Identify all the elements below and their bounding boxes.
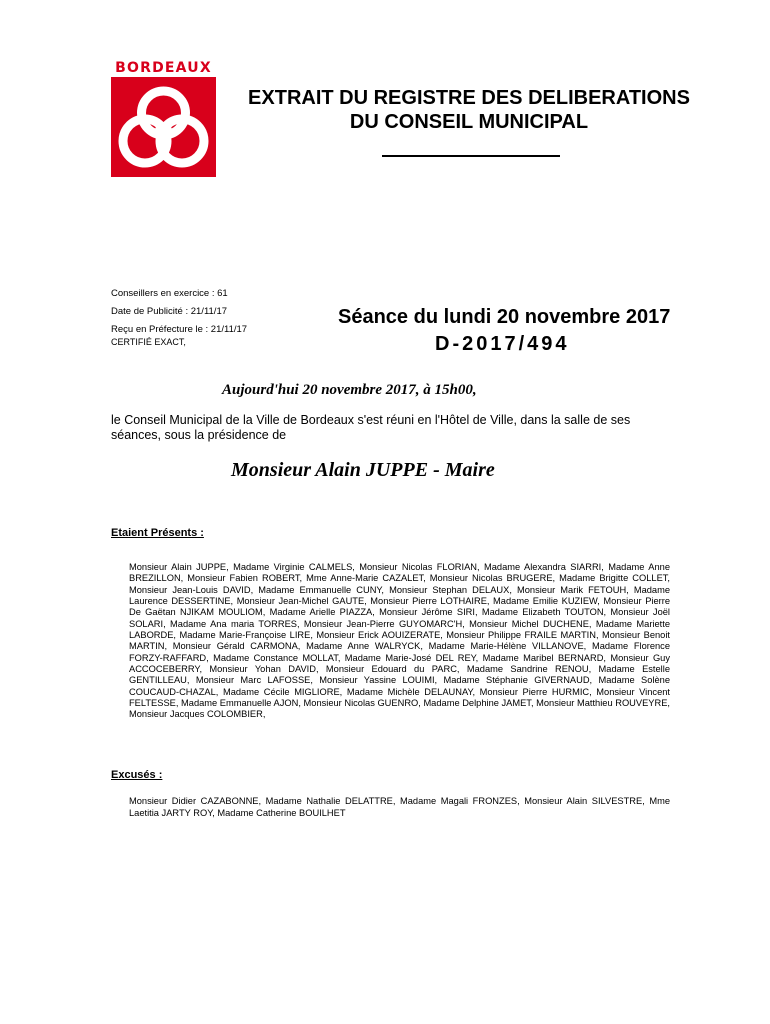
bordeaux-logo — [111, 59, 216, 177]
session-date-line: Aujourd'hui 20 novembre 2017, à 15h00, — [222, 382, 477, 398]
certified-label: CERTIFIÉ EXACT, — [111, 337, 186, 347]
president-name: Monsieur Alain JUPPE - Maire — [231, 459, 495, 481]
logo-wordmark: BORDEAUX — [111, 59, 216, 77]
title-line-2: DU CONSEIL MUNICIPAL — [349, 111, 589, 133]
title-underline — [382, 155, 560, 157]
presents-list: Monsieur Alain JUPPE, Madame Virginie CALMELS, Monsieur Nicolas FLORIAN, Madame Alexandra SIARRI, Madame Anne BREZILLON, Monsieur Fabien ROBERT, Mme Anne-Marie CAZALET, Monsieur Nicolas BRUGERE, Madame Brigitte COLLET, Monsieur Jean-Louis DAVID, Madame Emmanuelle CUNY, Monsieur Stephan DELAUX, Monsieur Marik FETOUH, Madame Laurence DESSERTINE, Monsieur Jean-Michel GAUTE, Monsieur Pierre LOTHAIRE, Madame Emilie KUZIEW, Monsieur Pierre De Gaëtan NJIKAM MOULIOM, Madame Arielle PIAZZA, Monsieur Jérôme SIRI, Madame Elizabeth TOUTON, Monsieur Joël SOLARI, Madame Ana maria TORRES, Monsieur Jean-Pierre GUYOMARC'H, Monsieur Michel DUCHENE, Madame Mariette LABORDE, Madame Marie-Françoise LIRE, Monsieur Erick AOUIZERATE, Monsieur Philippe FRAILE MARTIN, Monsieur Benoit MARTIN, Monsieur Gérald CARMONA, Madame Anne WALRYCK, Madame Marie-Hélène VILLANOVE, Madame Florence FORZY-RAFFARD, Madame Constance MOLLAT, Madame Marie-José DEL REY, Madame Maribel BERNARD, Monsieur Guy ACCOCEBERRY, Monsieur Yohan DAVID, Monsieur Edouard du PARC, Madame Sandrine RENOU, Madame Estelle GENTILLEAU, Monsieur Marc LAFOSSE, Monsieur Yassine LOUIMI, Madame Stéphanie GIVERNAUD, Madame Solène COUCAUD-CHAZAL, Madame Cécile MIGLIORE, Madame Michèle DELAUNAY, Monsieur Pierre HURMIC, Monsieur Vincent FELTESSE, Madame Emmanuelle AJON, Monsieur Nicolas GUENRO, Madame Delphine JAMET, Monsieur Matthieu ROUVEYRE, Monsieur Jacques COLOMBIER, — [129, 562, 670, 720]
title-line-1: EXTRAIT DU REGISTRE DES DELIBERATIONS — [248, 87, 690, 109]
presents-heading: Etaient Présents : — [111, 527, 204, 539]
conseillers-count: Conseillers en exercice : 61 — [111, 288, 228, 299]
seance-title: Séance du lundi 20 novembre 2017 — [338, 306, 671, 328]
publication-date: Date de Publicité : 21/11/17 — [111, 306, 228, 317]
excuses-list: Monsieur Didier CAZABONNE, Madame Nathalie DELATTRE, Madame Magali FRONZES, Monsieur Alain SILVESTRE, Mme Laetitia JARTY ROY, Madame Catherine BOUILHET — [129, 796, 670, 818]
document-title — [220, 86, 718, 134]
deliberation-number: D-2017/494 — [435, 333, 570, 355]
excuses-heading: Excusés : — [111, 769, 163, 781]
prefecture-date: Reçu en Préfecture le : 21/11/17 — [111, 324, 248, 335]
triquetra-emblem-icon — [111, 77, 216, 177]
intro-paragraph: le Conseil Municipal de la Ville de Bordeaux s'est réuni en l'Hôtel de Ville, dans la salle de ses séances, sous la présidence de — [111, 413, 631, 442]
